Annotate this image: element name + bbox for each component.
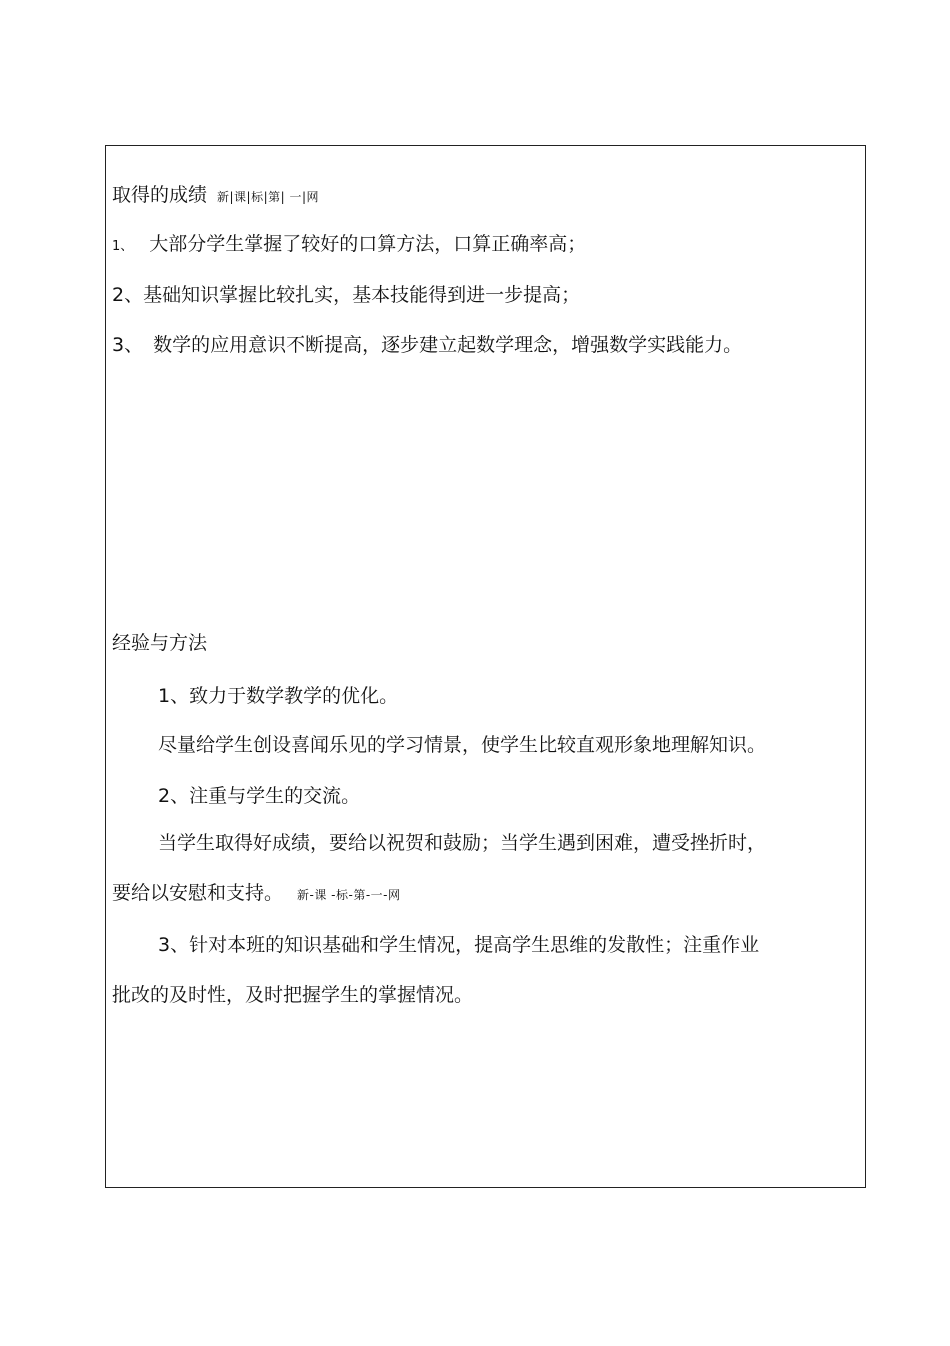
- experience-point-1: 1、致力于数学教学的优化。: [158, 685, 399, 707]
- achievements-heading: 取得的成绩: [112, 184, 208, 206]
- experience-point-1-detail: 尽量给学生创设喜闻乐见的学习情景，使学生比较直观形象地理解知识。: [158, 734, 767, 756]
- watermark-text-2: 新-课 -标-第-一-网: [297, 888, 401, 902]
- achievement-item-number: 2、: [112, 284, 144, 306]
- achievement-item-number: 1、: [112, 239, 134, 254]
- watermark-text: 新|课|标|第| 一|网: [217, 190, 320, 204]
- achievement-item-2: [112, 283, 580, 307]
- experience-point-2-detail-line2: 要给以安慰和支持。: [112, 882, 284, 904]
- achievement-item-number: 3、: [112, 334, 144, 356]
- achievement-item-1: [112, 232, 586, 259]
- achievements-heading-line: [112, 183, 319, 209]
- experience-point-2-detail-line1: 当学生取得好成绩，要给以祝贺和鼓励；当学生遇到困难，遭受挫折时，: [158, 832, 767, 854]
- experience-point-2-detail-line2-row: [112, 881, 400, 907]
- experience-point-3-line1: 3、针对本班的知识基础和学生情况，提高学生思维的发散性；注重作业: [158, 934, 760, 956]
- achievement-item-3: [112, 333, 742, 357]
- achievement-item-text: 数学的应用意识不断提高，逐步建立起数学理念，增强数学实践能力。: [153, 334, 743, 356]
- experience-heading: 经验与方法: [112, 632, 208, 654]
- achievement-item-text: 大部分学生掌握了较好的口算方法，口算正确率高；: [149, 233, 587, 255]
- experience-point-2: 2、注重与学生的交流。: [158, 785, 361, 807]
- achievement-item-text: 基础知识掌握比较扎实，基本技能得到进一步提高；: [143, 284, 581, 306]
- experience-point-3-line2: 批改的及时性，及时把握学生的掌握情况。: [112, 984, 474, 1006]
